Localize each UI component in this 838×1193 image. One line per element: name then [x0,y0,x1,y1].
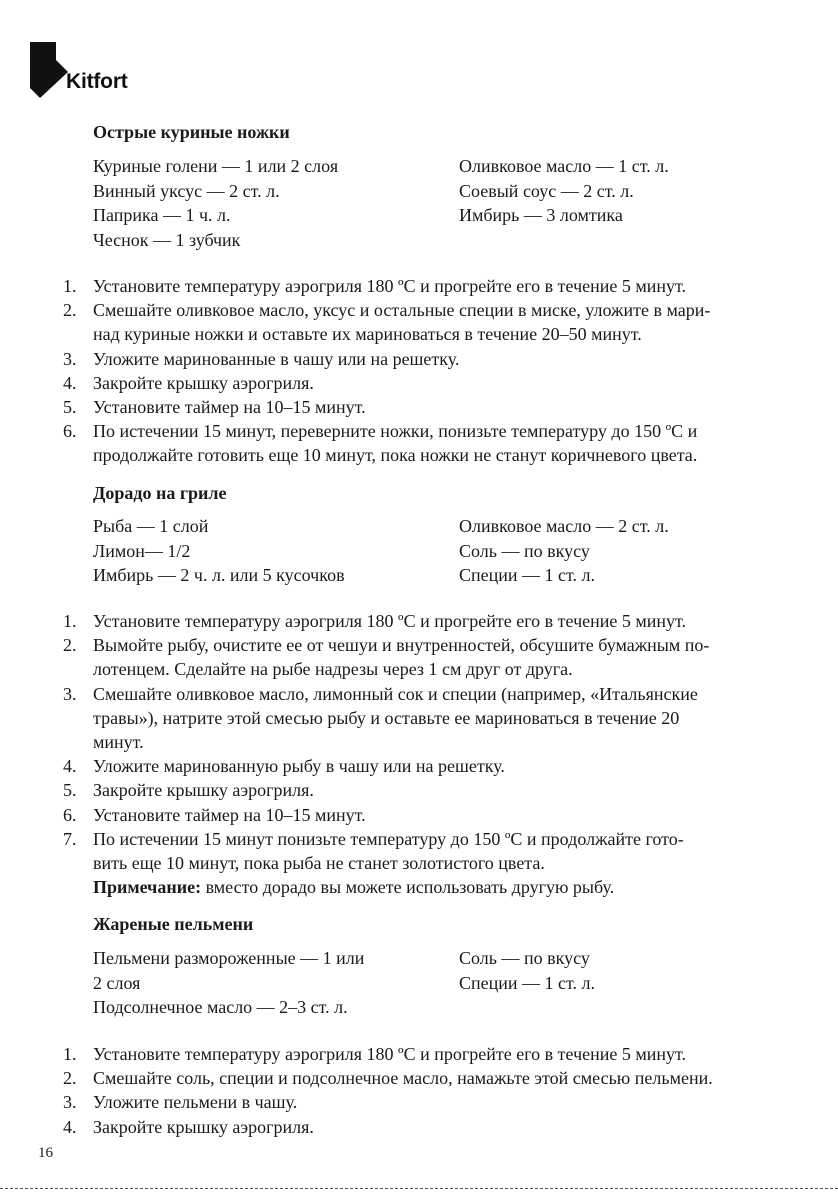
ingredient: Специи — 1 ст. л. [459,565,596,585]
steps-list-3 [0,1042,838,1139]
step-item [0,298,783,346]
recipe-note [0,875,838,899]
step-item [0,419,783,467]
ingredient: Чеснок — 1 зубчик [93,229,241,250]
step-number: 7. [63,828,77,849]
ingredient: Пельмени размороженные — 1 или [93,948,365,968]
step-text: По истечении 15 минут понизьте температуру до 150 ºС и продолжайте гото- [93,828,684,849]
ingredient: Соль — по вкусу [459,540,590,561]
step-number: 4. [63,756,77,777]
step-item [0,1042,783,1066]
step-text: продолжайте готовить еще 10 минут, пока ножки не станут коричневого цвета. [93,445,698,466]
ingredient: Лимон— 1/2 [93,540,191,561]
step-item [0,803,783,827]
step-number: 3. [63,348,77,369]
step-number: 1. [63,611,77,631]
step-text: Закройте крышку аэрогриля. [93,1116,314,1137]
ingredients-right-1 [459,154,669,228]
ingredient: Соевый соус — 2 ст. л. [459,180,634,201]
step-text: Установите температуру аэрогриля 180 ºС и прогрейте его в течение 5 минут. [93,1044,687,1064]
step-text: Установите таймер на 10–15 минут. [93,397,366,418]
step-item [0,1066,783,1090]
step-number: 1. [63,1044,77,1064]
ingredient: Подсолнечное масло — 2–3 ст. л. [93,997,348,1017]
brand-name: Kitfort [66,70,128,93]
step-number: 3. [63,1092,77,1113]
step-number: 3. [63,683,77,704]
step-number: 2. [63,1068,77,1089]
step-text: Уложите маринованные в чашу или на решетку. [93,348,460,369]
note-label: Примечание: [93,877,202,898]
ingredient: Куриные голени — 1 или 2 слоя [93,156,339,176]
ingredients-left-2 [93,514,345,588]
recipe-title-2: Дорадо на гриле [93,483,227,503]
step-text: минут. [93,732,144,753]
step-number: 6. [63,804,77,825]
ingredient: Паприка — 1 ч. л. [93,205,231,225]
ingredients-left-1 [93,154,338,252]
ingredients-right-3 [459,946,595,995]
ingredient: Оливковое масло — 2 ст. л. [459,516,669,536]
step-text: над куриные ножки и оставьте их мариноваться в течение 20–50 минут. [93,324,642,345]
page-number: 16 [38,1145,53,1161]
steps-list-2 [0,609,838,899]
step-item [0,395,783,419]
step-text: Уложите пельмени в чашу. [93,1092,298,1113]
step-item [0,609,783,633]
step-item [0,1115,783,1139]
step-text: По истечении 15 минут, переверните ножки, понизьте температуру до 150 ºС и [93,421,698,442]
ingredient: Соль — по вкусу [459,948,590,968]
step-text: Установите таймер на 10–15 минут. [93,804,366,825]
ingredient: Винный уксус — 2 ст. л. [93,180,280,201]
step-number: 1. [63,276,77,296]
step-item [0,274,783,298]
step-text: Смешайте соль, специи и подсолнечное масло, намажьте этой смесью пельмени. [93,1068,713,1089]
ingredient: Специи — 1 ст. л. [459,972,596,993]
step-item [0,827,783,875]
ingredient: Оливковое масло — 1 ст. л. [459,156,669,176]
kitfort-logo-icon [30,42,70,98]
step-number: 2. [63,300,77,321]
step-item [0,347,783,371]
ingredient: Имбирь — 3 ломтика [459,205,623,225]
step-text: Вымойте рыбу, очистите ее от чешуи и внутренностей, обсушите бумажным по- [93,635,710,656]
step-item [0,633,783,681]
step-text: Уложите маринованную рыбу в чашу или на решетку. [93,756,505,777]
step-number: 4. [63,372,77,393]
step-number: 4. [63,1116,77,1137]
step-text: Смешайте оливковое масло, лимонный сок и специи (например, «Итальянские [93,683,698,704]
ingredients-right-2 [459,514,669,588]
step-text: Закройте крышку аэрогриля. [93,780,314,801]
step-text: лотенцем. Сделайте на рыбе надрезы через 1 см друг от друга. [93,659,573,680]
step-item [0,778,783,802]
step-number: 5. [63,780,77,801]
ingredient: Имбирь — 2 ч. л. или 5 кусочков [93,565,345,585]
ingredients-left-3 [93,946,364,1020]
ingredient: 2 слоя [93,972,141,993]
ingredient: Рыба — 1 слой [93,516,209,536]
step-text: Закройте крышку аэрогриля. [93,372,314,393]
step-text: травы»), натрите этой смесью рыбу и оставьте ее мариноваться в течение 20 [93,707,680,728]
step-text: Установите температуру аэрогриля 180 ºС и прогрейте его в течение 5 минут. [93,276,687,296]
step-number: 5. [63,397,77,418]
step-item [0,1090,783,1114]
step-number: 6. [63,421,77,442]
note-text: вместо дорадо вы можете использовать другую рыбу. [201,877,615,898]
brand-logo [30,42,150,98]
steps-list-1 [0,274,838,468]
recipe-title-3: Жареные пельмени [93,914,254,934]
step-text: вить еще 10 минут, пока рыба не станет золотистого цвета. [93,853,545,874]
step-text: Установите температуру аэрогриля 180 ºС и прогрейте его в течение 5 минут. [93,611,687,631]
step-text: Смешайте оливковое масло, уксус и остальные специи в миске, уложите в мари- [93,300,711,321]
recipe-title-1: Острые куриные ножки [93,122,290,142]
step-item [0,754,783,778]
step-item [0,682,783,755]
step-number: 2. [63,635,77,656]
step-item [0,371,783,395]
page-bottom-rule [0,1188,838,1189]
